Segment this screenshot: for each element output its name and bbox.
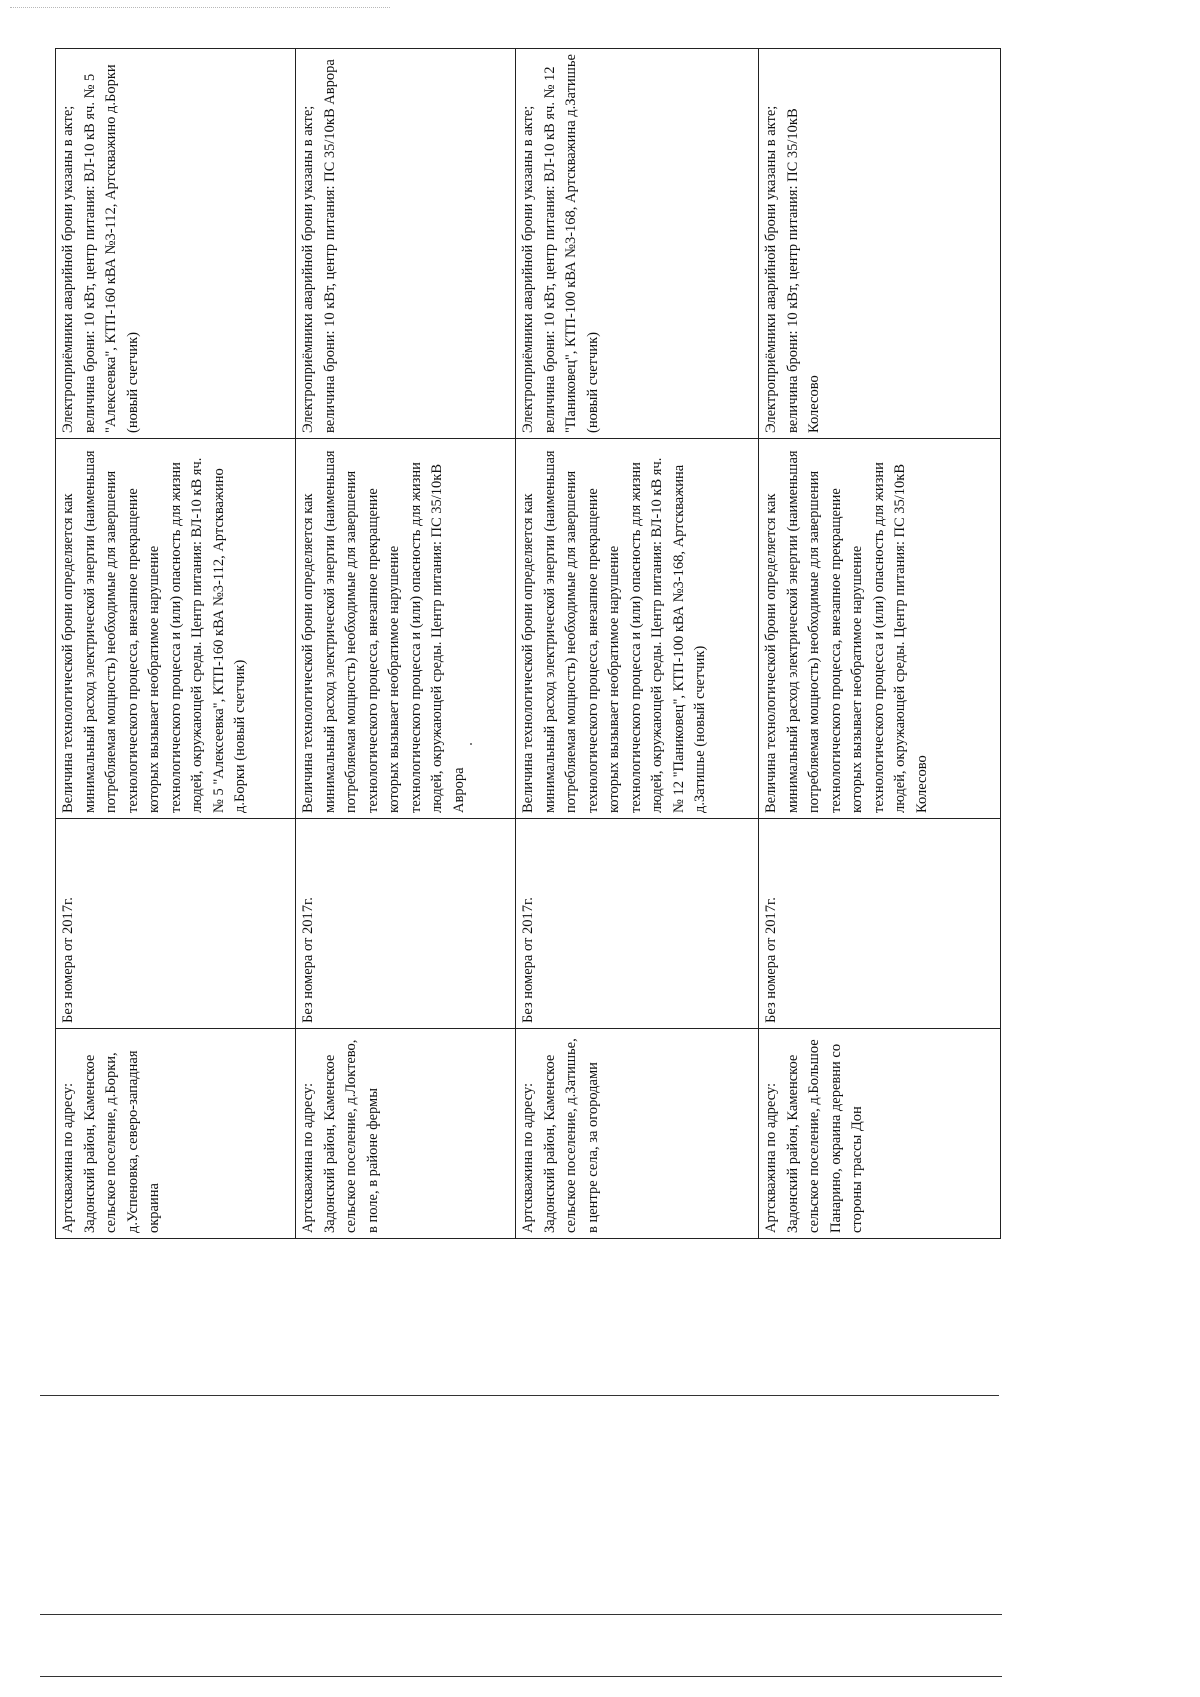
act-number-cell: Без номера от 2017г. (56, 819, 296, 1029)
scan-top-rule (10, 7, 390, 8)
signature-line (40, 1676, 1002, 1677)
table-row (296, 49, 516, 1239)
object-address-cell: Артскважина по адресу: Задонский район, Каменское сельское поселение, д.Затишье, в центре села, за огородами (516, 1029, 759, 1239)
emergency-reserve-cell: Электроприёмники аварийной брони указаны в акте; величина брони: 10 кВт, центр питания: ПС 35/10кВ Колесово (759, 49, 1001, 439)
object-address-cell: Артскважина по адресу: Задонский район, Каменское сельское поселение, д.Борки, д.Успеновка, северо-западная окраина (56, 1029, 296, 1239)
emergency-reserve-cell: Электроприёмники аварийной брони указаны в акте; величина брони: 10 кВт, центр питания: ВЛ-10 кВ яч. № 12 "Паниковец", КТП-100 кВА №3-168, Артскважина д.Затишье (новый счетчик) (516, 49, 759, 439)
table-row (516, 49, 759, 1239)
act-number-cell: Без номера от 2017г. (516, 819, 759, 1029)
object-address-cell: Артскважина по адресу: Задонский район, Каменское сельское поселение, д.Локтево, в поле, в районе фермы (296, 1029, 516, 1239)
technological-reserve-cell: Величина технологической брони определяется как минимальный расход электрической энергии (наименьшая потребляемая мощность) необходимые для завершения технологического процесса, внезапное прекращение которых вызывает необратимое нарушение технологического процесса и (или) опасность для жизни людей, окружающей среды. Центр питания: ВЛ-10 кВ яч. № 5 "Алексеевка", КТП-160 кВА №3-112, Артскважино д.Борки (новый счетчик) (56, 439, 296, 819)
signature-line (40, 1395, 999, 1396)
technological-reserve-cell: Величина технологической брони определяется как минимальный расход электрической энергии (наименьшая потребляемая мощность) необходимые для завершения технологического процесса, внезапное прекращение которых вызывает необратимое нарушение технологического процесса и (или) опасность для жизни людей, окружающей среды. Центр питания: ПС 35/10кВ Аврора (296, 439, 516, 819)
reservation-table (55, 48, 1001, 1239)
emergency-reserve-cell: Электроприёмники аварийной брони указаны в акте; величина брони: 10 кВт, центр питания: ПС 35/10кВ Аврора (296, 49, 516, 439)
act-number-cell: Без номера от 2017г. (759, 819, 1001, 1029)
object-address-cell: Артскважина по адресу: Задонский район, Каменское сельское поселение, д.Большое Панарино, окраина деревни со стороны трассы Дон (759, 1029, 1001, 1239)
signature-line (40, 1614, 1002, 1615)
table-row (759, 49, 1001, 1239)
table-row (56, 49, 296, 1239)
technological-reserve-cell: Величина технологической брони определяется как минимальный расход электрической энергии (наименьшая потребляемая мощность) необходимые для завершения технологического процесса, внезапное прекращение которых вызывает необратимое нарушение технологического процесса и (или) опасность для жизни людей, окружающей среды. Центр питания: ВЛ-10 кВ яч. № 12 "Паниковец", КТП-100 кВА №3-168, Артскважина д.Затишье (новый счетчик) (516, 439, 759, 819)
technological-reserve-cell: Величина технологической брони определяется как минимальный расход электрической энергии (наименьшая потребляемая мощность) необходимые для завершения технологического процесса, внезапное прекращение которых вызывает необратимое нарушение технологического процесса и (или) опасность для жизни людей, окружающей среды. Центр питания: ПС 35/10кВ Колесово (759, 439, 1001, 819)
rotated-table-wrapper (55, 49, 1000, 1239)
emergency-reserve-cell: Электроприёмники аварийной брони указаны в акте; величина брони: 10 кВт, центр питания: ВЛ-10 кВ яч. № 5 "Алексеевка", КТП-160 кВА №3-112, Артскважино д.Борки (новый счетчик) (56, 49, 296, 439)
act-number-cell: Без номера от 2017г. (296, 819, 516, 1029)
